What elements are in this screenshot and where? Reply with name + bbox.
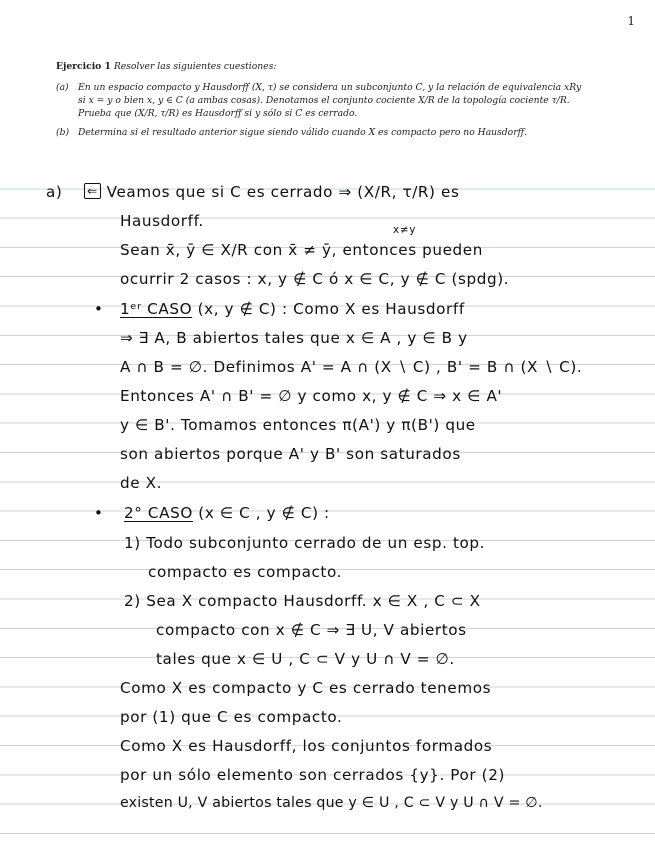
note-line: compacto con x ∉ C ⇒ ∃ U, V abiertos [156, 621, 467, 639]
note-line: Hausdorff. [120, 212, 204, 230]
boxed-implication-mark: ⇐ [84, 183, 101, 199]
note-line: 1) Todo subconjunto cerrado de un esp. top. [124, 534, 486, 552]
item-line: Determina si el resultado anterior sigue siendo válido cuando X es compacto pero no Hausdorff. [78, 127, 528, 138]
note-line: Sean x̄, ȳ ∈ X/R con x̄ ≠ ȳ, entonces pueden [120, 241, 483, 259]
note-line: por un sólo elemento son cerrados {y}. Por (2) [120, 766, 505, 784]
item-line: En un espacio compacto y Hausdorff (X, τ) se considera un subconjunto C, y la relación de equivalencia xRy [78, 82, 582, 93]
exercise-item-a [56, 81, 636, 120]
item-line: si x = y o bien x, y ∈ C (a ambas cosas). Denotamos el conjunto cociente X/R de la topología cociente τ/R. [78, 95, 570, 106]
note-line: A ∩ B = ∅. Definimos A' = A ∩ (X ∖ C) , B' = B ∩ (X ∖ C). [120, 358, 583, 376]
note-line: ocurrir 2 casos : x, y ∉ C ó x ∈ C, y ∉ C (spdg). [120, 270, 510, 288]
note-line: ⇒ ∃ A, B abiertos tales que x ∈ A , y ∈ B y [120, 329, 468, 347]
exercise-heading [56, 60, 636, 73]
note-line: 2) Sea X compacto Hausdorff. x ∈ X , C ⊂ X [124, 592, 481, 610]
bullet-icon: • [94, 504, 104, 522]
superscript-annotation: x≠y [393, 224, 417, 236]
case-heading: 1ᵉʳ CASO [120, 300, 193, 318]
exercise-item-b [56, 126, 636, 139]
note-line: Entonces A' ∩ B' = ∅ y como x, y ∉ C ⇒ x ∈ A' [120, 387, 503, 405]
note-line: de X. [120, 474, 163, 492]
note-text: (x ∈ C , y ∉ C) : [192, 504, 330, 522]
note-line: son abiertos porque A' y B' son saturados [120, 445, 461, 463]
note-line [124, 504, 330, 522]
note-text: Veamos que si C es cerrado ⇒ (X/R, τ/R) es [106, 183, 460, 201]
note-text: (x, y ∉ C) : Como X es Hausdorff [192, 300, 465, 318]
note-line: por (1) que C es compacto. [120, 708, 343, 726]
item-text [78, 126, 527, 139]
part-label: a) [46, 183, 63, 201]
case-heading: 2° CASO [124, 504, 193, 522]
note-line: existen U, V abiertos tales que y ∈ U , C ⊂ V y U ∩ V = ∅. [120, 795, 543, 811]
item-line: Prueba que (X/R, τ/R) es Hausdorff si y sólo si C es cerrado. [78, 108, 358, 119]
item-text [78, 81, 581, 120]
exercise-title: Resolver las siguientes cuestiones: [113, 61, 277, 72]
exercise-statement [56, 60, 636, 145]
exercise-number: Ejercicio 1 [56, 61, 111, 72]
note-line [84, 183, 459, 201]
note-line: Como X es compacto y C es cerrado tenemos [120, 679, 492, 697]
note-line: Como X es Hausdorff, los conjuntos formados [120, 737, 493, 755]
bullet-icon: • [94, 300, 104, 318]
note-line: tales que x ∈ U , C ⊂ V y U ∩ V = ∅. [156, 650, 455, 668]
item-label: (b) [56, 127, 70, 138]
note-line: compacto es compacto. [148, 563, 343, 581]
note-line: y ∈ B'. Tomamos entonces π(A') y π(B') que [120, 416, 476, 434]
note-line [120, 300, 465, 318]
item-label: (a) [56, 82, 69, 93]
page-number: 1 [627, 14, 635, 28]
